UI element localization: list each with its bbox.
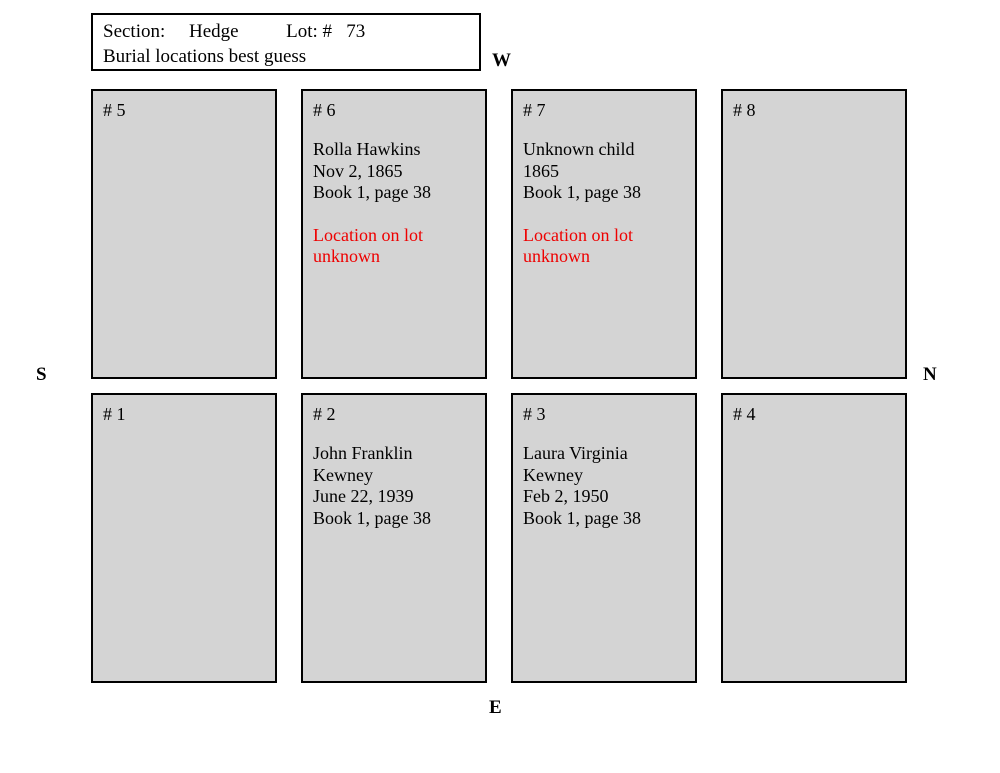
plot-detail-line: Unknown child bbox=[523, 139, 635, 159]
plot-detail-line: Book 1, page 38 bbox=[313, 182, 431, 202]
plot-detail-line: John Franklin bbox=[313, 443, 413, 463]
plot-details bbox=[523, 443, 685, 529]
plot-note: Location on lot unknown bbox=[523, 224, 633, 266]
plot-cell[interactable] bbox=[91, 89, 277, 379]
plot-cell[interactable] bbox=[511, 89, 697, 379]
plot-detail-line: Rolla Hawkins bbox=[313, 139, 421, 159]
plot-number: # 8 bbox=[733, 100, 756, 120]
plot-details bbox=[523, 139, 685, 204]
plot-cell[interactable] bbox=[91, 393, 277, 683]
plot-number: # 6 bbox=[313, 100, 336, 120]
compass-east-label: E bbox=[489, 697, 502, 718]
plot-number: # 1 bbox=[103, 404, 126, 424]
plot-number: # 7 bbox=[523, 100, 546, 120]
plot-detail-line: 1865 bbox=[523, 160, 559, 181]
plot-cell[interactable] bbox=[721, 89, 907, 379]
plot-detail-line: Kewney bbox=[523, 464, 583, 485]
plot-detail-line: Kewney bbox=[313, 464, 373, 485]
header-subtitle: Burial locations best guess bbox=[103, 46, 307, 67]
plot-cell[interactable] bbox=[721, 393, 907, 683]
plot-number: # 3 bbox=[523, 404, 546, 424]
plot-detail-line: Feb 2, 1950 bbox=[523, 486, 609, 506]
compass-south-label: S bbox=[36, 364, 47, 385]
compass-north-label: N bbox=[923, 364, 937, 385]
lot-header-box bbox=[91, 13, 481, 71]
plot-cell[interactable] bbox=[301, 89, 487, 379]
plot-detail-line: June 22, 1939 bbox=[313, 486, 414, 506]
plot-number: # 5 bbox=[103, 100, 126, 120]
plot-details bbox=[313, 139, 475, 204]
plot-note: Location on lot unknown bbox=[313, 224, 423, 266]
plot-detail-line: Book 1, page 38 bbox=[313, 507, 431, 528]
plot-details bbox=[313, 443, 475, 529]
plot-number: # 2 bbox=[313, 404, 336, 424]
plot-number: # 4 bbox=[733, 404, 756, 424]
plot-detail-line: Book 1, page 38 bbox=[523, 507, 641, 528]
plot-detail-line: Nov 2, 1865 bbox=[313, 160, 403, 181]
compass-west-label: W bbox=[492, 50, 511, 71]
plot-detail-line: Laura Virginia bbox=[523, 443, 628, 463]
plot-cell[interactable] bbox=[511, 393, 697, 683]
plot-detail-line: Book 1, page 38 bbox=[523, 182, 641, 202]
section-lot-line: Section: Hedge Lot: # 73 bbox=[103, 21, 366, 42]
plot-cell[interactable] bbox=[301, 393, 487, 683]
